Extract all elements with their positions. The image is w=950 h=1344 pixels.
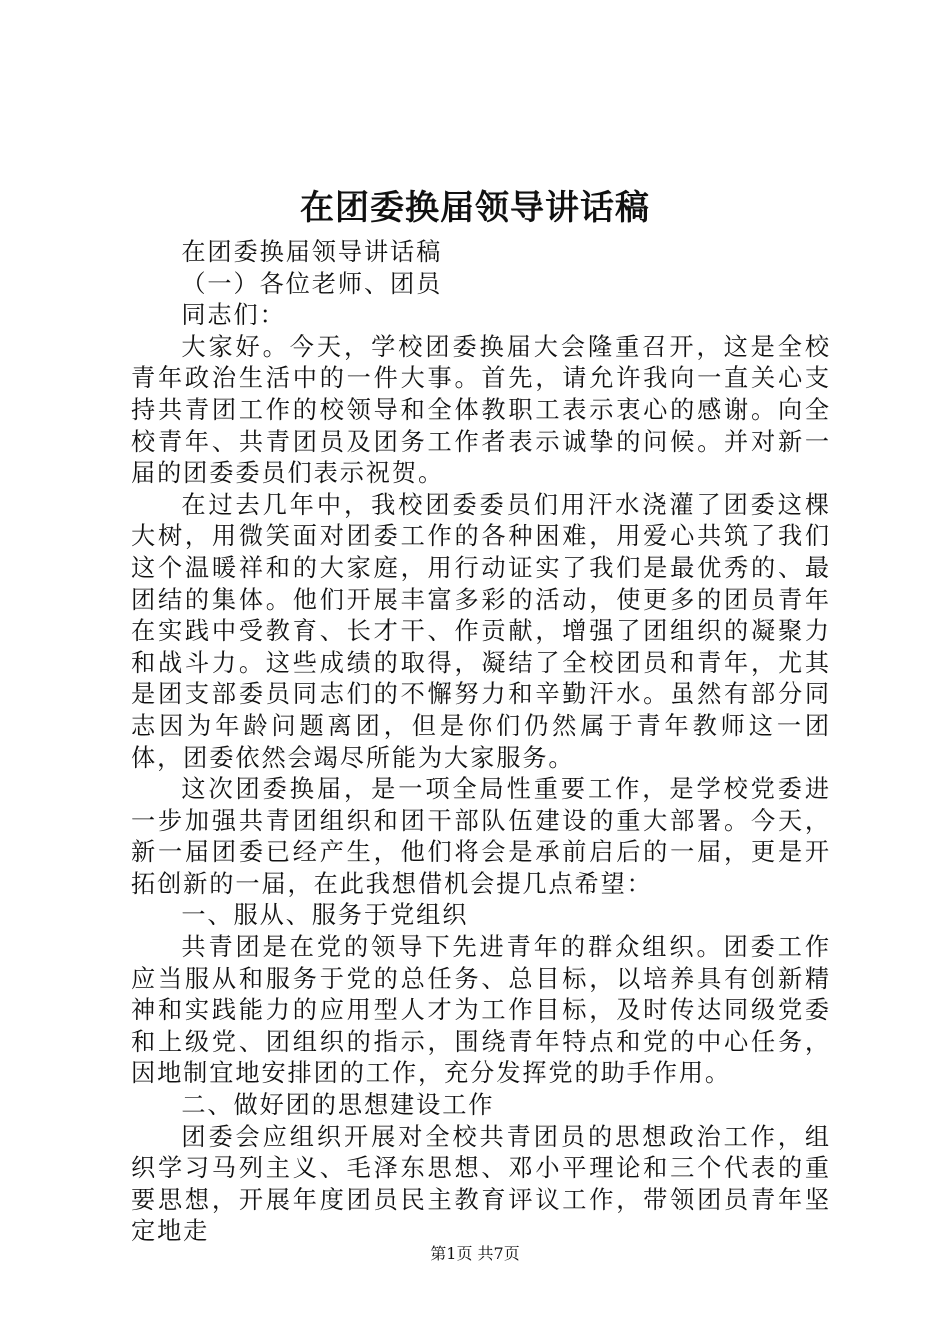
- paragraph-subtitle: 在团委换届领导讲话稿: [181, 238, 443, 266]
- paragraph-salutation-1: （一）各位老师、团员: [181, 269, 443, 298]
- paragraph-salutation-2: 同志们：: [181, 301, 286, 330]
- section-heading-1: 一、服从、服务于党组织: [181, 901, 469, 930]
- page-footer: 第1页 共7页: [430, 1244, 520, 1263]
- paragraph-section-2: 团委会应组织开展对全校共青团员的思想政治工作，组织学习马列主义、毛泽东思想、邓小平理论和三个代表的重要思想，开展年度团员民主教育评议工作，带领团员青年坚定地走: [131, 1122, 831, 1246]
- section-heading-2: 二、做好团的思想建设工作: [181, 1091, 495, 1120]
- paragraph-section-1: 共青团是在党的领导下先进青年的群众组织。团委工作应当服从和服务于党的总任务、总目标，以培养具有创新精神和实践能力的应用型人才为工作目标，及时传达同级党委和上级党、团组织的指示，围绕青年特点和党的中心任务，因地制宜地安排团的工作，充分发挥党的助手作用。: [131, 933, 831, 1088]
- paragraph-greeting: 大家好。今天，学校团委换届大会隆重召开，这是全校青年政治生活中的一件大事。首先，请允许我向一直关心支持共青团工作的校领导和全体教职工表示衷心的感谢。向全校青年、共青团员及团务工作者表示诚挚的问候。并对新一届的团委委员们表示祝贺。: [131, 332, 831, 488]
- document-title: 在团委换届领导讲话稿: [300, 188, 650, 228]
- paragraph-past-achievements: 在过去几年中，我校团委委员们用汗水浇灌了团委这棵大树，用微笑面对团委工作的各种困难，用爱心共筑了我们这个温暖祥和的大家庭，用行动证实了我们是最优秀的、最团结的集体。他们开展丰富多彩的活动，使更多的团员青年在实践中受教育、长才干、作贡献，增强了团组织的凝聚力和战斗力。这些成绩的取得，凝结了全校团员和青年，尤其是团支部委员同志们的不懈努力和辛勤汗水。虽然有部分同志因为年龄问题离团，但是你们仍然属于青年教师这一团体，团委依然会竭尽所能为大家服务。: [131, 490, 831, 772]
- document-body: [131, 237, 831, 1248]
- paragraph-election: 这次团委换届，是一项全局性重要工作，是学校党委进一步加强共青团组织和团干部队伍建设的重大部署。今天，新一届团委已经产生，他们将会是承前启后的一届，更是开拓创新的一届，在此我想借机会提几点希望：: [131, 775, 831, 898]
